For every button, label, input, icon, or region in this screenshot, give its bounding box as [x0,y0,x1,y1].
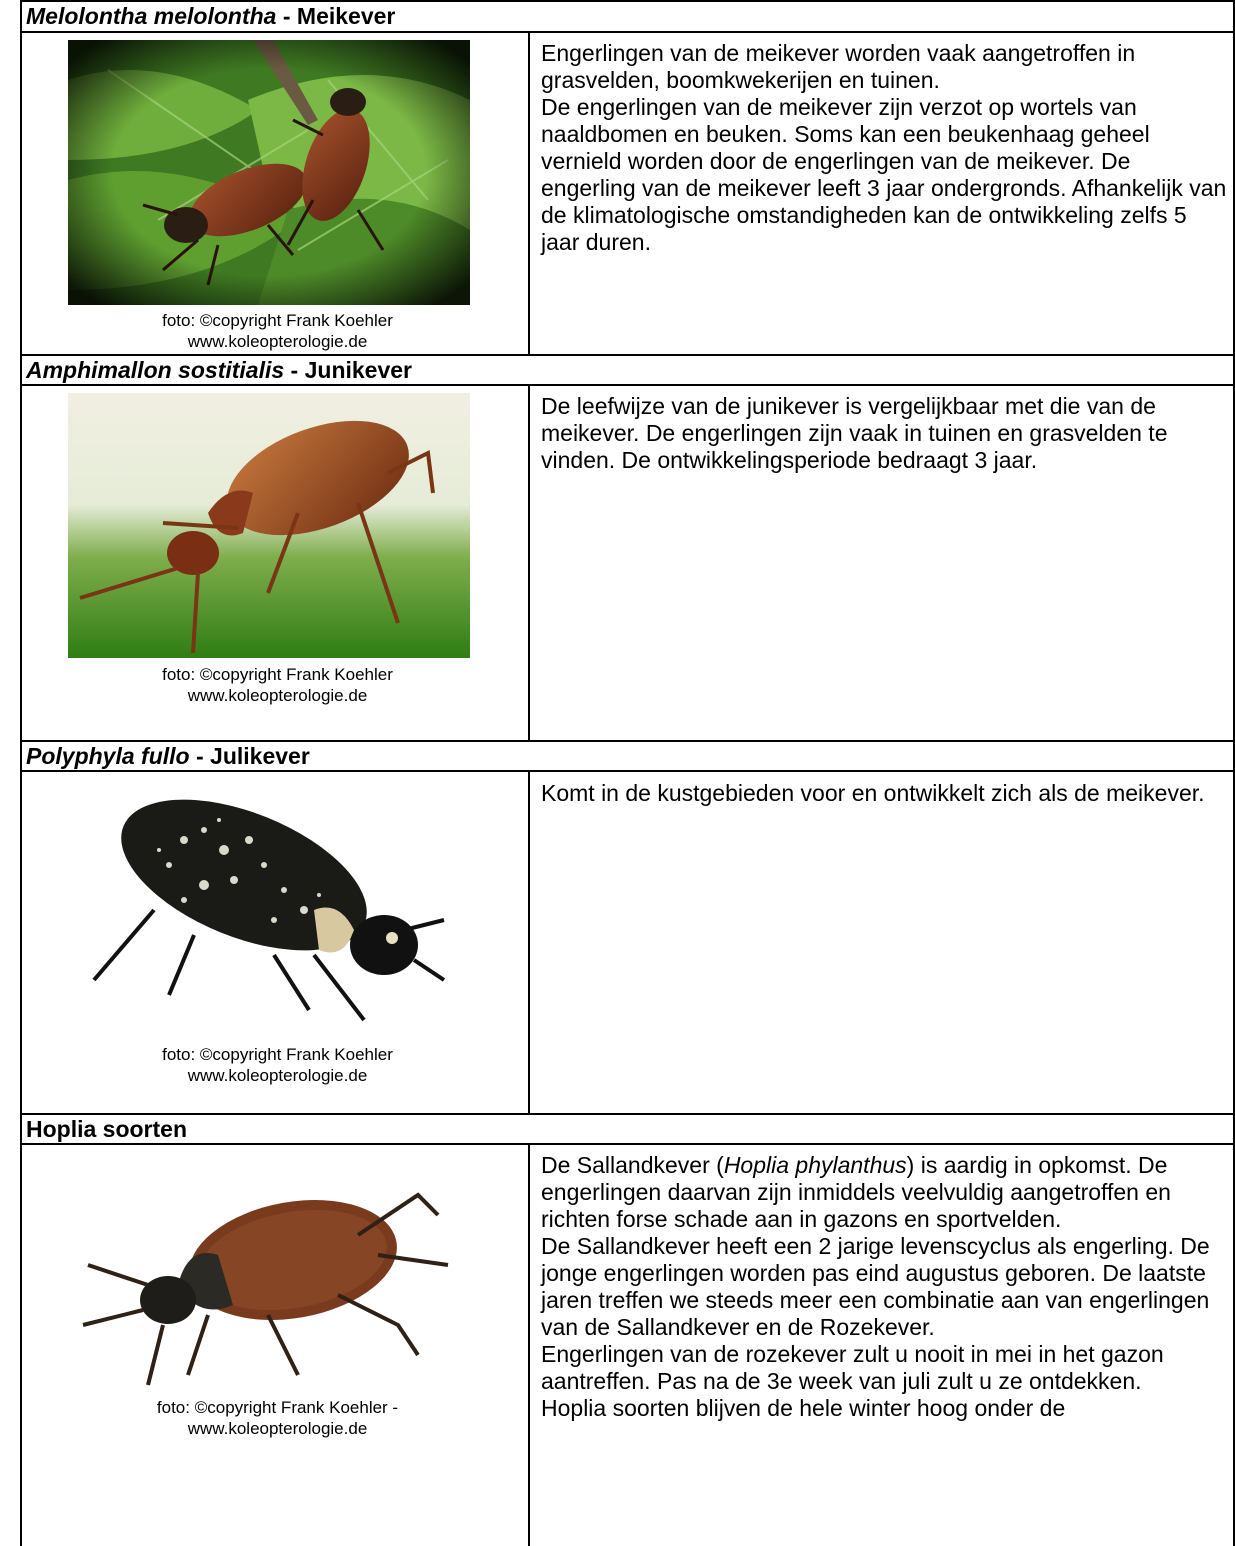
row-divider [20,0,1235,2]
row-divider [20,1143,1235,1145]
section-title-meikever [26,3,395,30]
photo-meikever [68,40,470,305]
row-divider [20,770,1235,772]
section-title-hoplia: Hoplia soorten [26,1116,188,1142]
photo-caption [26,1044,529,1086]
caption-copyright: foto: ©copyright Frank Koehler [162,1045,393,1064]
section-description: Engerlingen van de meikever worden vaak aangetroffen in grasvelden, boomkwekerijen en tuinen. De engerlingen van de meikever zijn verzot op wortels van naaldbomen en beuken. Soms kan een beukenhaag geheel vernield worden door de engerlingen van de meikever. De engerling van de meikever leeft 3 jaar ondergronds. Afhankelijk van de klimatologische omstandigheden kan de ontwikkeling zelfs 5 jaar duren. [541,40,1227,255]
caption-copyright: foto: ©copyright Frank Koehler [162,665,393,684]
common-name: Julikever [210,743,310,769]
section-title-junikever [26,357,412,384]
row-divider [20,740,1235,742]
title-separator: - [284,357,305,383]
caption-copyright: foto: ©copyright Frank Koehler - [156,1398,399,1417]
photo-hoplia [68,1175,468,1395]
desc-text: ) is aardig in opkomst. De engerlingen daarvan zijn inmiddels veelvuldig aangetroffen en richten forse schade aan in gazons en sportvelden. De Sallandkever heeft een 2 jarige levenscyclus als engerling. De jonge engerlingen worden pas eind augustus geboren. De laatste jaren treffen we steeds meer een combinatie aan van engerlingen van de Sallandkever en de Rozekever. Engerlingen van de rozekever zult u nooit in mei in het gazon aantreffen. Pas na de 3e week van juli zult u ze ontdekken. Hoplia soorten blijven de hele winter hoog onder de [541,1152,1210,1421]
desc-latin-name: Hoplia phylanthus [723,1152,907,1178]
column-divider [528,1145,530,1546]
caption-copyright: foto: ©copyright Frank Koehler [162,311,393,330]
section-description: Komt in de kustgebieden voor en ontwikkelt zich als de meikever. [541,780,1205,806]
table-border-left [20,0,22,1546]
photo-julikever [74,780,464,1038]
row-divider [20,1113,1235,1115]
section-description [541,1152,1231,1422]
caption-website: www.koleopterologie.de [187,332,368,351]
title-separator: - [189,743,211,769]
photo-caption [26,1397,529,1439]
caption-website: www.koleopterologie.de [187,686,368,705]
latin-name: Polyphyla fullo [26,743,190,769]
row-divider [20,31,1235,33]
caption-website: www.koleopterologie.de [187,1419,368,1438]
common-name: Meikever [296,3,396,29]
row-divider [20,384,1235,386]
latin-name: Amphimallon sostitialis [26,357,285,383]
desc-text: De Sallandkever ( [541,1152,724,1178]
section-title-julikever [26,743,310,770]
photo-caption [26,664,529,706]
title-separator: - [276,3,297,29]
photo-caption [26,310,529,352]
caption-website: www.koleopterologie.de [187,1066,368,1085]
latin-name: Melolontha melolontha [26,3,277,29]
photo-junikever [68,393,470,658]
column-divider [528,33,530,354]
row-divider [20,354,1235,356]
section-description: De leefwijze van de junikever is vergelijkbaar met die van de meikever. De engerlingen zijn vaak in tuinen en grasvelden te vinden. De ontwikkelingsperiode bedraagt 3 jaar. [541,393,1168,473]
common-name: Junikever [304,357,413,383]
